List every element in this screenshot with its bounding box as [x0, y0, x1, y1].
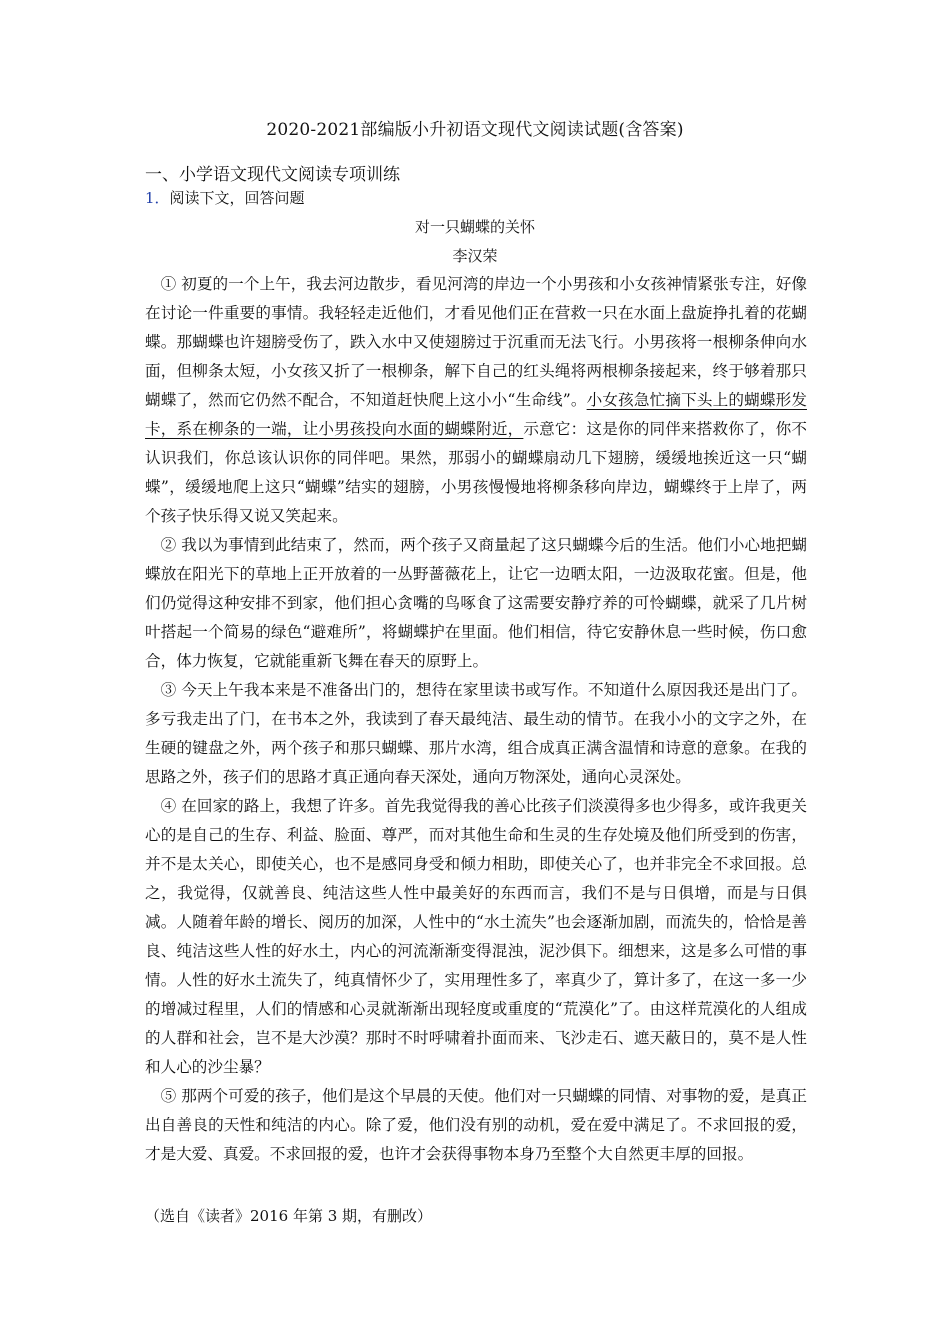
paragraph-1-text-before: ① 初夏的一个上午，我去河边散步，看见河湾的岸边一个小男孩和小女孩神情紧张专注，好像在讨论一件重要的事情。我轻轻走近他们，才看见他们正在营救一只在水面上盘旋挣扎着的花蝴蝶。那蝴蝶也许翅膀受伤了，跌入水中又使翅膀过于沉重而无法飞行。小男孩将一根柳条伸向水面，但柳条太短，小女孩又折了一根柳条，解下自己的红头绳将两根柳条接起来，终于够着那只蝴蝶了，然而它仍然不配合，不知道赶快爬上这小小“生命线”。: [145, 275, 807, 409]
paragraph-5: ⑤ 那两个可爱的孩子，他们是这个早晨的天使。他们对一只蝴蝶的同情、对事物的爱，是真正出自善良的天性和纯洁的内心。除了爱，他们没有别的动机，爱在爱中满足了。不求回报的爱，才是大爱、真爱。不求回报的爱，也许才会获得事物本身乃至整个大自然更丰厚的回报。: [145, 1087, 807, 1163]
paragraph-1-text-after: 示意它：这是你的同伴来搭救你了，你不认识我们，你总该认识你的同伴吧。果然，那弱小的蝴蝶扇动几下翅膀，缓缓地挨近这一只“蝴蝶”，缓缓地爬上这只“蝴蝶”结实的翅膀，小男孩慢慢地将柳条移向岸边，蝴蝶终于上岸了，两个孩子快乐得又说又笑起来。: [145, 420, 807, 525]
section-heading: 一、小学语文现代文阅读专项训练: [145, 165, 400, 185]
question-instruction: 阅读下文，回答问题: [169, 189, 305, 207]
question-line: [145, 187, 305, 208]
article-title: 对一只蝴蝶的关怀: [414, 218, 535, 236]
underlined-sentence: 小女孩急忙摘下头上的蝴蝶形发卡，系在柳条的一端，让小男孩投向水面的蝴蝶附近，: [145, 391, 807, 438]
document-title: 2020-2021部编版小升初语文现代文阅读试题(含答案): [266, 120, 684, 140]
paragraph-2: ② 我以为事情到此结束了，然而，两个孩子又商量起了这只蝴蝶今后的生活。他们小心地把蝴蝶放在阳光下的草地上正开放着的一丛野蔷薇花上，让它一边晒太阳，一边汲取花蜜。但是，他们仍觉得这种安排不到家，他们担心贪嘴的鸟啄食了这需要安静疗养的可怜蝴蝶，就采了几片树叶搭起一个简易的绿色“避难所”，将蝴蝶护在里面。他们相信，待它安静休息一些时候，伤口愈合，体力恢复，它就能重新飞舞在春天的原野上。: [145, 536, 807, 670]
paragraph-1: [145, 270, 807, 531]
paragraph-3: ③ 今天上午我本来是不准备出门的，想待在家里读书或写作。不知道什么原因我还是出门了。多亏我走出了门，在书本之外，我读到了春天最纯洁、最生动的情节。在我小小的文字之外，在生硬的键盘之外，两个孩子和那只蝴蝶、那片水湾，组合成真正满含温情和诗意的意象。在我的思路之外，孩子们的思路才真正通向春天深处，通向万物深处，通向心灵深处。: [145, 681, 807, 786]
article-author: 李汉荣: [452, 247, 498, 265]
paragraph-4: ④ 在回家的路上，我想了许多。首先我觉得我的善心比孩子们淡漠得多也少得多，或许我更关心的是自己的生存、利益、脸面、尊严，而对其他生命和生灵的生存处境及他们所受到的伤害，并不是太关心，即使关心，也不是感同身受和倾力相助，即使关心了，也并非完全不求回报。总之，我觉得，仅就善良、纯洁这些人性中最美好的东西而言，我们不是与日俱增，而是与日俱减。人随着年龄的增长、阅历的加深，人性中的“水土流失”也会逐渐加剧，而流失的，恰恰是善良、纯洁这些人性的好水土，内心的河流渐渐变得混浊，泥沙俱下。细想来，这是多么可惜的事情。人性的好水土流失了，纯真情怀少了，实用理性多了，率真少了，算计多了，在这一多一少的增减过程里，人们的情感和心灵就渐渐出现轻度或重度的“荒漠化”了。由这样荒漠化的人组成的人群和社会，岂不是大沙漠？那时不时呼啸着扑面而来、飞沙走石、遮天蔽日的，莫不是人性和人心的沙尘暴？: [145, 797, 807, 1076]
question-number: 1．: [145, 189, 170, 207]
article-body: [145, 270, 807, 1169]
source-citation: （选自《读者》2016 年第 3 期，有删改）: [145, 1207, 433, 1225]
